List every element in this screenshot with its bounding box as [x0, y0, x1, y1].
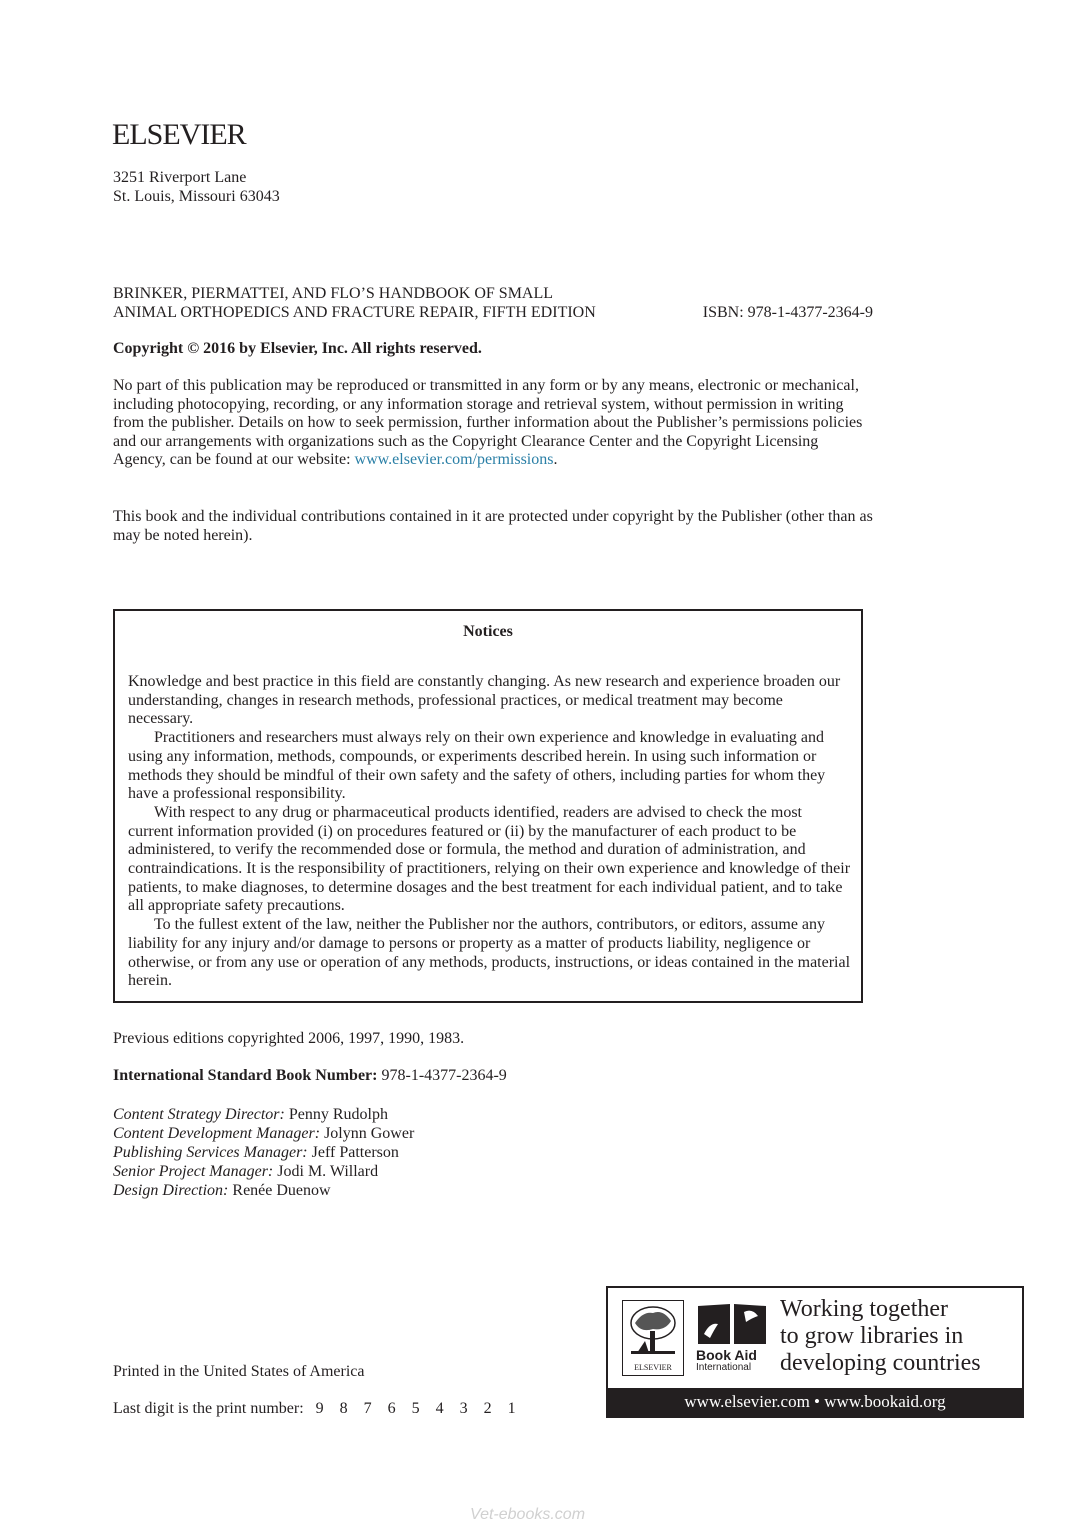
address-line-1: 3251 Riverport Lane — [113, 169, 247, 186]
tree-icon — [623, 1301, 683, 1361]
printed-in: Printed in the United States of America — [113, 1363, 365, 1380]
book-aid-name: Book Aid — [696, 1347, 757, 1363]
book-aid-tagline — [780, 1296, 981, 1377]
tagline-line-3: developing countries — [780, 1350, 981, 1376]
book-aid-urls: www.elsevier.com • www.bookaid.org — [608, 1388, 1022, 1416]
permissions-text: No part of this publication may be reproduced or transmitted in any form or by any means, electronic or mechanical, including photocopying, recording, or any information storage and retrieval system, without permission in writing from the publisher. Details on how to seek permission, further information about the Publisher’s permissions policies and our arrangements with organizations such as the Copyright Clearance Center and the Copyright Licensing Agency, can be found at our website: — [113, 377, 863, 469]
elsevier-label: ELSEVIER — [634, 1363, 672, 1372]
credits-list — [113, 1105, 414, 1200]
permissions-period: . — [553, 451, 558, 469]
publisher-address — [113, 168, 280, 206]
credit-role: Publishing Services Manager: — [113, 1144, 308, 1161]
notices-paragraph-1: Knowledge and best practice in this field are constantly changing. As new research and experience broaden our understanding, changes in research methods, professional practices, or medical treatment may become necessary. — [128, 673, 841, 728]
credit-name: Penny Rudolph — [288, 1106, 388, 1123]
credit-row — [113, 1124, 414, 1143]
print-number-line — [113, 1400, 516, 1418]
notices-paragraph-4: To the fullest extent of the law, neither the Publisher nor the authors, contributors, or editors, assume any liability for any injury and/or damage to persons or property as a matter of products liability, negligence or otherwise, or from any use or operation of any methods, products, instructions, or ideas contained in the material herein. — [128, 916, 851, 990]
elsevier-tree-logo — [622, 1300, 684, 1376]
book-title-block — [113, 284, 873, 322]
credit-name: Jeff Patterson — [311, 1144, 399, 1161]
book-aid-banner — [606, 1286, 1024, 1418]
isbn-label: International Standard Book Number: — [113, 1067, 378, 1084]
notices-title: Notices — [463, 623, 513, 640]
permissions-paragraph — [113, 377, 873, 470]
credit-row — [113, 1143, 414, 1162]
notices-body — [128, 673, 851, 991]
isbn-value: 978-1-4377-2364-9 — [381, 1067, 507, 1084]
book-aid-subtitle: International — [696, 1362, 752, 1373]
credit-role: Content Development Manager: — [113, 1125, 321, 1142]
book-title-line-1: BRINKER, PIERMATTEI, AND FLO’S HANDBOOK OF SMALL — [113, 285, 554, 302]
book-aid-banner-top — [608, 1288, 1022, 1388]
notices-paragraph-3: With respect to any drug or pharmaceutical products identified, readers are advised to check the most current information provided (i) on procedures featured or (ii) by the manufacturer of each product to be administered, to verify the recommended dose or formula, the method and duration of administration, and contraindications. It is the responsibility of practitioners, relying on their own experience and knowledge of their patients, to make diagnoses, to determine dosages and the best treatment for each individual patient, and to take all appropriate safety precautions. — [128, 803, 851, 915]
notices-paragraph-2: Practitioners and researchers must always rely on their own experience and knowledge in evaluating and using any information, methods, compounds, or experiments described herein. In using such information or methods they should be mindful of their own safety and the safety of others, including parties for whom they have a professional responsibility. — [128, 729, 826, 803]
credit-role: Design Direction: — [113, 1182, 229, 1199]
previous-editions: Previous editions copyrighted 2006, 1997, 1990, 1983. — [113, 1030, 465, 1047]
credit-name: Renée Duenow — [232, 1182, 331, 1199]
title-isbn: ISBN: 978-1-4377-2364-9 — [702, 304, 873, 321]
permissions-link[interactable]: www.elsevier.com/permissions — [354, 451, 554, 469]
isbn-line — [113, 1067, 507, 1085]
watermark: Vet-ebooks.com — [470, 1506, 586, 1523]
open-book-hands-icon — [696, 1300, 768, 1346]
tagline-line-2: to grow libraries in — [780, 1323, 964, 1349]
credit-row — [113, 1181, 414, 1200]
credit-role: Content Strategy Director: — [113, 1106, 285, 1123]
book-title-line-2: ANIMAL ORTHOPEDICS AND FRACTURE REPAIR, FIFTH EDITION — [113, 304, 596, 321]
elsevier-logo-text: ELSEVIER — [112, 118, 246, 151]
book-aid-logo — [696, 1300, 768, 1376]
credit-name: Jolynn Gower — [324, 1125, 415, 1142]
tagline-line-1: Working together — [780, 1296, 949, 1322]
credit-row — [113, 1105, 414, 1124]
credit-name: Jodi M. Willard — [277, 1163, 379, 1180]
copyright-line: Copyright © 2016 by Elsevier, Inc. All rights reserved. — [113, 340, 482, 357]
protection-paragraph: This book and the individual contributions contained in it are protected under copyright by the Publisher (other than as may be noted herein). — [113, 508, 873, 544]
address-line-2: St. Louis, Missouri 63043 — [113, 188, 280, 205]
credit-row — [113, 1162, 414, 1181]
notices-box — [113, 609, 863, 1003]
print-number-digits: 9 8 7 6 5 4 3 2 1 — [315, 1400, 516, 1417]
print-number-label: Last digit is the print number: — [113, 1400, 304, 1417]
credit-role: Senior Project Manager: — [113, 1163, 274, 1180]
